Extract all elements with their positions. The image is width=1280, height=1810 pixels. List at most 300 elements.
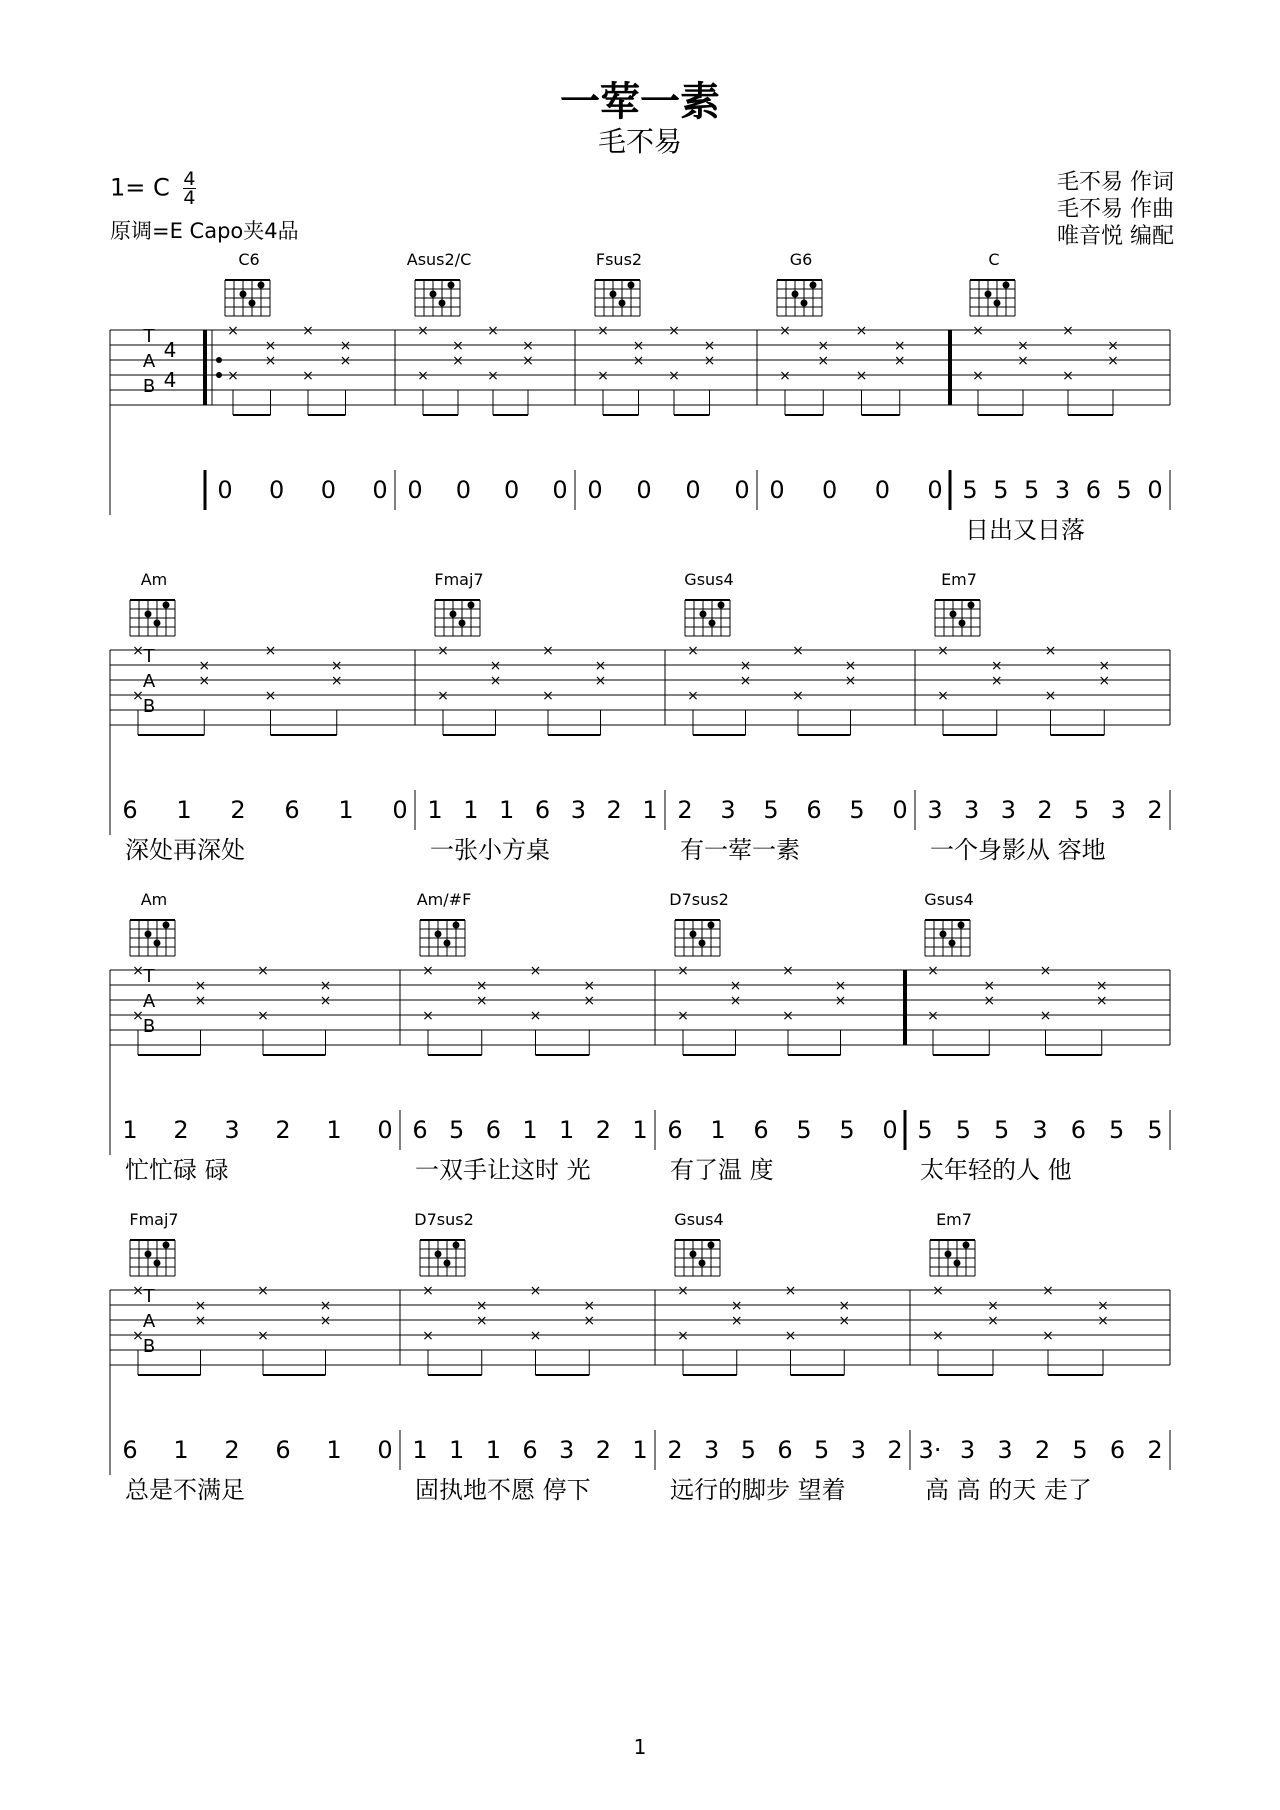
- chord-name: Fmaj7: [434, 570, 484, 589]
- numbered-note: 1: [326, 1436, 342, 1464]
- tab-mark: ×: [927, 963, 939, 979]
- numbered-note: 2: [1034, 1436, 1051, 1464]
- tab-mark: ×: [779, 368, 791, 384]
- tab-mark: ×: [264, 688, 277, 704]
- numbered-note: 5: [955, 1116, 971, 1144]
- chord-name: Gsus4: [674, 1210, 724, 1229]
- numbered-note: 0: [372, 476, 388, 504]
- numbered-note: 0: [217, 476, 233, 504]
- tab-mark: ×: [542, 643, 554, 659]
- lyric-line: 总是不满足: [125, 1476, 245, 1504]
- numbered-note: 0: [552, 476, 568, 504]
- tab-mark: ×: [583, 1298, 596, 1314]
- chord-finger-dot: [994, 300, 1001, 307]
- tab-mark: ×: [437, 643, 449, 659]
- repeat-dot: [216, 357, 222, 363]
- tab-time-top: 4: [163, 338, 177, 362]
- tab-mark: ×: [198, 658, 211, 674]
- tab-mark: ×: [1039, 963, 1052, 979]
- numbered-note: 5: [993, 476, 1009, 504]
- chord-name: G6: [789, 250, 813, 269]
- numbered-note: 6: [284, 796, 300, 824]
- tab-mark: ×: [422, 963, 434, 979]
- chord-finger-dot: [249, 300, 256, 307]
- numbered-note: 2: [1147, 796, 1163, 824]
- numbered-note: 0: [320, 476, 336, 504]
- numbered-note: 0: [892, 796, 908, 824]
- tab-mark: ×: [668, 368, 680, 384]
- tab-mark: ×: [417, 323, 429, 339]
- numbered-note: 1: [499, 796, 515, 824]
- chord-name: D7sus2: [414, 1210, 474, 1229]
- numbered-note: 6: [667, 1116, 683, 1144]
- tab-mark: ×: [677, 1008, 689, 1024]
- numbered-note: 6: [275, 1436, 291, 1464]
- chord-name: Am/#F: [416, 890, 472, 909]
- numbered-note: 3: [1032, 1116, 1048, 1144]
- chord-finger-dot: [940, 931, 947, 938]
- chord-finger-dot: [810, 282, 817, 289]
- chord-finger-dot: [453, 1242, 460, 1249]
- numbered-note: 5: [1074, 796, 1090, 824]
- numbered-note: 0: [587, 476, 603, 504]
- tab-mark: ×: [529, 1328, 542, 1344]
- chord-finger-dot: [435, 1251, 442, 1258]
- numbered-note: 0: [377, 1116, 393, 1144]
- chord-finger-dot: [610, 291, 617, 298]
- chord-finger-dot: [792, 291, 799, 298]
- tab-mark: ×: [452, 353, 464, 369]
- chord-finger-dot: [801, 300, 808, 307]
- chord-finger-dot: [240, 291, 247, 298]
- tab-mark: ×: [339, 353, 352, 369]
- chord-name: Em7: [941, 570, 977, 589]
- tab-mark: ×: [1039, 1008, 1052, 1024]
- tab-mark: ×: [677, 1328, 689, 1344]
- tab-mark: ×: [522, 353, 534, 369]
- tab-mark: ×: [522, 338, 534, 354]
- numbered-note: 0: [377, 1436, 393, 1464]
- tab-mark: ×: [893, 353, 906, 369]
- numbered-note: 1: [559, 1116, 575, 1144]
- chord-finger-dot: [959, 620, 966, 627]
- numbered-note: 2: [275, 1116, 291, 1144]
- tab-mark: ×: [668, 323, 680, 339]
- tab-mark: ×: [779, 323, 791, 339]
- tab-mark: ×: [1062, 323, 1074, 339]
- numbered-note: 6: [122, 1436, 138, 1464]
- chord-finger-dot: [945, 1251, 952, 1258]
- tab-clef-letter: T: [143, 646, 155, 667]
- tab-clef-letter: B: [142, 696, 156, 717]
- numbered-note: 2: [1147, 1436, 1163, 1464]
- tab-mark: ×: [703, 338, 716, 354]
- numbered-note: 2: [887, 1436, 903, 1464]
- numbered-note: 1: [122, 1116, 138, 1144]
- numbered-note: 0: [1147, 476, 1163, 504]
- repeat-dot: [216, 372, 222, 378]
- numbered-note: 1: [176, 796, 192, 824]
- tab-clef-letter: T: [143, 326, 155, 347]
- chord-finger-dot: [949, 940, 956, 947]
- tab-clef-letter: A: [142, 1311, 156, 1332]
- numbered-note: 2: [677, 796, 693, 824]
- tab-mark: ×: [422, 1008, 434, 1024]
- numbered-note: 6: [777, 1436, 793, 1464]
- tab-mark: ×: [542, 688, 554, 704]
- tab-clef-letter: A: [142, 351, 156, 372]
- numbered-note: 1: [449, 1436, 465, 1464]
- tab-mark: ×: [132, 1283, 144, 1299]
- lyric-line: 固执地不愿 停下: [415, 1476, 591, 1504]
- chord-finger-dot: [453, 922, 460, 929]
- tab-mark: ×: [937, 643, 949, 659]
- numbered-note: 2: [173, 1116, 189, 1144]
- numbered-note: 3: [720, 796, 736, 824]
- tab-mark: ×: [529, 1283, 542, 1299]
- chord-name: Em7: [936, 1210, 972, 1229]
- chord-finger-dot: [700, 611, 707, 618]
- numbered-note: 1: [632, 1116, 648, 1144]
- chord-finger-dot: [258, 282, 265, 289]
- tab-mark: ×: [594, 673, 607, 689]
- chord-finger-dot: [430, 291, 437, 298]
- tab-mark: ×: [632, 338, 645, 354]
- chord-name: Gsus4: [684, 570, 734, 589]
- chord-finger-dot: [958, 922, 965, 929]
- chord-name: C6: [238, 250, 260, 269]
- numbered-note: 5: [849, 796, 865, 824]
- chord-finger-dot: [690, 1251, 697, 1258]
- tab-mark: ×: [339, 338, 352, 354]
- numbered-note: 0: [822, 476, 838, 504]
- chord-finger-dot: [718, 602, 725, 609]
- tab-mark: ×: [1017, 338, 1029, 354]
- numbered-note: 2: [595, 1436, 611, 1464]
- tab-mark: ×: [838, 1298, 851, 1314]
- chord-finger-dot: [985, 291, 992, 298]
- tab-mark: ×: [302, 323, 314, 339]
- tab-mark: ×: [990, 673, 1003, 689]
- tab-mark: ×: [782, 963, 794, 979]
- tab-mark: ×: [983, 993, 996, 1009]
- tab-mark: ×: [475, 993, 488, 1009]
- numbered-note: 5: [1147, 1116, 1163, 1144]
- tab-mark: ×: [784, 1283, 797, 1299]
- numbered-note: 1: [632, 1436, 648, 1464]
- chord-finger-dot: [963, 1242, 970, 1249]
- tab-mark: ×: [739, 673, 752, 689]
- numbered-note: 3: [559, 1436, 575, 1464]
- tab-mark: ×: [302, 368, 314, 384]
- tab-mark: ×: [132, 688, 144, 704]
- page-number: 1: [633, 1735, 647, 1759]
- tab-mark: ×: [990, 658, 1003, 674]
- tab-mark: ×: [677, 963, 689, 979]
- tab-mark: ×: [844, 673, 857, 689]
- lyric-line: 太年轻的人 他: [920, 1156, 1072, 1184]
- tab-mark: ×: [844, 658, 857, 674]
- chord-finger-dot: [968, 602, 975, 609]
- tab-mark: ×: [729, 978, 742, 994]
- tab-mark: ×: [1042, 1283, 1054, 1299]
- tab-mark: ×: [194, 1313, 207, 1329]
- chord-finger-dot: [1003, 282, 1010, 289]
- numbered-note: 1: [485, 1436, 501, 1464]
- tab-mark: ×: [597, 368, 609, 384]
- chord-finger-dot: [145, 611, 152, 618]
- chord-finger-dot: [708, 1242, 715, 1249]
- chord-finger-dot: [163, 1242, 170, 1249]
- tab-mark: ×: [782, 1008, 794, 1024]
- tab-mark: ×: [932, 1328, 944, 1344]
- chord-finger-dot: [163, 922, 170, 929]
- numbered-note: 0: [927, 476, 943, 504]
- numbered-note: 6: [753, 1116, 769, 1144]
- numbered-note: 3: [704, 1436, 720, 1464]
- chord-finger-dot: [699, 940, 706, 947]
- tab-mark: ×: [487, 323, 499, 339]
- numbered-note: 2: [606, 796, 622, 824]
- numbered-note: 5: [763, 796, 779, 824]
- tab-mark: ×: [319, 1313, 332, 1329]
- lyric-line: 远行的脚步 望着: [670, 1476, 846, 1504]
- chord-finger-dot: [444, 1260, 451, 1267]
- tab-mark: ×: [972, 323, 984, 339]
- chord-finger-dot: [709, 620, 716, 627]
- numbered-note: 2: [230, 796, 246, 824]
- chord-finger-dot: [459, 620, 466, 627]
- numbered-note: 5: [1072, 1436, 1088, 1464]
- tab-mark: ×: [594, 658, 607, 674]
- lyric-line: 深处再深处: [125, 836, 245, 864]
- lyric-line: 忙忙碌 碌: [125, 1156, 229, 1184]
- numbered-note: 3: [959, 1436, 976, 1464]
- tab-mark: ×: [1097, 1298, 1109, 1314]
- tab-mark: ×: [677, 1283, 689, 1299]
- chord-finger-dot: [154, 620, 161, 627]
- tab-mark: ×: [319, 993, 332, 1009]
- tab-mark: ×: [730, 1298, 743, 1314]
- numbered-note: 6: [412, 1116, 428, 1144]
- tab-mark: ×: [437, 688, 449, 704]
- numbered-note: 1: [710, 1116, 726, 1144]
- tab-mark: ×: [132, 643, 144, 659]
- tab-mark: ×: [132, 1328, 144, 1344]
- tab-mark: ×: [987, 1313, 999, 1329]
- numbered-note: 0: [407, 476, 423, 504]
- lyric-line: 一张小方桌: [430, 836, 550, 864]
- tab-mark: ×: [817, 353, 830, 369]
- tab-mark: ×: [729, 993, 742, 1009]
- chord-name: Fmaj7: [129, 1210, 179, 1229]
- numbered-note: 3: [927, 796, 943, 824]
- numbered-note: 5: [796, 1116, 812, 1144]
- tab-mark: ×: [1062, 368, 1074, 384]
- song-artist: 毛不易: [597, 125, 682, 158]
- tab-mark: ×: [198, 673, 211, 689]
- chord-finger-dot: [699, 1260, 706, 1267]
- chord-finger-dot: [619, 300, 626, 307]
- tab-mark: ×: [1044, 643, 1057, 659]
- tab-mark: ×: [475, 1313, 488, 1329]
- numbered-note: 2: [667, 1436, 683, 1464]
- tab-mark: ×: [475, 1298, 488, 1314]
- chord-finger-dot: [690, 931, 697, 938]
- numbered-note: 3: [570, 796, 586, 824]
- numbered-note: 2: [1037, 796, 1053, 824]
- credit-lyricist: 毛不易 作词: [1057, 170, 1174, 195]
- numbered-note: 6: [1070, 1116, 1086, 1144]
- chord-finger-dot: [145, 1251, 152, 1258]
- numbered-note: 6: [1085, 476, 1101, 504]
- numbered-note: 2: [224, 1436, 240, 1464]
- tab-mark: ×: [784, 1328, 797, 1344]
- numbered-note: 0: [882, 1116, 898, 1144]
- tab-mark: ×: [529, 1008, 542, 1024]
- tab-clef-letter: B: [142, 1016, 156, 1037]
- numbered-note: 6: [534, 796, 551, 824]
- tab-mark: ×: [264, 353, 277, 369]
- lyric-line: 有一荤一素: [680, 836, 800, 864]
- tab-clef-letter: A: [142, 991, 156, 1012]
- tab-mark: ×: [132, 963, 144, 979]
- numbered-note: 3: [224, 1116, 240, 1144]
- tab-mark: ×: [1044, 688, 1057, 704]
- tab-mark: ×: [330, 673, 343, 689]
- tab-mark: ×: [687, 688, 699, 704]
- numbered-note: 3·: [918, 1436, 942, 1464]
- numbered-note: 5: [917, 1116, 933, 1144]
- tab-mark: ×: [422, 1283, 434, 1299]
- tab-mark: ×: [855, 368, 868, 384]
- numbered-note: 1: [427, 796, 443, 824]
- chord-name: C: [988, 250, 1000, 269]
- chord-name: Am: [140, 570, 168, 589]
- numbered-note: 0: [769, 476, 785, 504]
- tab-mark: ×: [987, 1298, 999, 1314]
- tab-mark: ×: [1095, 993, 1108, 1009]
- chord-finger-dot: [154, 1260, 161, 1267]
- numbered-note: 0: [504, 476, 520, 504]
- tab-mark: ×: [452, 338, 464, 354]
- lyric-line: 高 高 的天 走了: [925, 1476, 1092, 1504]
- numbered-note: 1: [338, 796, 354, 824]
- tab-mark: ×: [583, 978, 596, 994]
- tab-mark: ×: [529, 963, 542, 979]
- chord-finger-dot: [954, 1260, 961, 1267]
- tab-mark: ×: [257, 1283, 269, 1299]
- tab-mark: ×: [422, 1328, 434, 1344]
- numbered-note: 1: [412, 1436, 428, 1464]
- numbered-note: 1: [642, 796, 658, 824]
- tab-mark: ×: [937, 688, 949, 704]
- chord-finger-dot: [950, 611, 957, 618]
- tab-mark: ×: [597, 323, 609, 339]
- numbered-note: 1: [173, 1436, 189, 1464]
- time-signature-top: 4: [183, 168, 196, 190]
- tab-mark: ×: [792, 688, 804, 704]
- lyric-line: 日出又日落: [965, 516, 1085, 544]
- tab-mark: ×: [1097, 1313, 1109, 1329]
- chord-finger-dot: [145, 931, 152, 938]
- numbered-note: 5: [962, 476, 978, 504]
- tab-mark: ×: [330, 658, 343, 674]
- chord-finger-dot: [435, 931, 442, 938]
- tab-mark: ×: [264, 338, 277, 354]
- numbered-note: 0: [636, 476, 652, 504]
- tab-clef-letter: A: [142, 671, 156, 692]
- tab-mark: ×: [838, 1313, 851, 1329]
- tab-mark: ×: [227, 368, 239, 384]
- tab-mark: ×: [1095, 978, 1108, 994]
- tab-mark: ×: [855, 323, 868, 339]
- numbered-note: 1: [326, 1116, 342, 1144]
- chord-finger-dot: [450, 611, 457, 618]
- numbered-note: 5: [1116, 476, 1132, 504]
- tab-mark: ×: [583, 993, 596, 1009]
- lyric-line: 有了温 度: [670, 1156, 774, 1184]
- numbered-note: 6: [522, 1436, 538, 1464]
- numbered-note: 5: [839, 1116, 855, 1144]
- tab-mark: ×: [1017, 353, 1029, 369]
- lyric-line: 一个身影从 容地: [930, 836, 1106, 864]
- tab-mark: ×: [687, 643, 699, 659]
- tab-mark: ×: [257, 963, 269, 979]
- tab-mark: ×: [893, 338, 906, 354]
- numbered-note: 3: [1110, 796, 1126, 824]
- tab-clef-letter: B: [142, 376, 156, 397]
- numbered-note: 0: [455, 476, 471, 504]
- numbered-note: 0: [392, 796, 408, 824]
- chord-name: D7sus2: [669, 890, 729, 909]
- tab-mark: ×: [489, 673, 502, 689]
- tab-mark: ×: [489, 658, 502, 674]
- tab-mark: ×: [817, 338, 830, 354]
- tab-mark: ×: [1098, 673, 1111, 689]
- chord-name: Asus2/C: [406, 250, 472, 269]
- chord-name: Am: [140, 890, 168, 909]
- tab-mark: ×: [1098, 658, 1111, 674]
- numbered-note: 6: [485, 1116, 501, 1144]
- numbered-note: 0: [685, 476, 701, 504]
- numbered-note: 3: [997, 1436, 1013, 1464]
- chord-name: Gsus4: [924, 890, 974, 909]
- tab-mark: ×: [487, 368, 499, 384]
- lyric-line: 一双手让这时 光: [415, 1156, 591, 1184]
- tab-mark: ×: [1107, 353, 1119, 369]
- numbered-note: 6: [806, 796, 822, 824]
- tab-clef-letter: B: [142, 1336, 156, 1357]
- numbered-note: 0: [269, 476, 285, 504]
- tab-mark: ×: [417, 368, 429, 384]
- tab-mark: ×: [932, 1283, 944, 1299]
- tab-mark: ×: [703, 353, 716, 369]
- original-key: 原调=E Capo夹4品: [110, 219, 299, 243]
- tab-mark: ×: [834, 993, 847, 1009]
- numbered-note: 5: [1024, 476, 1040, 504]
- chord-finger-dot: [468, 602, 475, 609]
- tab-mark: ×: [792, 643, 804, 659]
- song-title: 一荤一素: [560, 79, 720, 125]
- numbered-note: 1: [522, 1116, 538, 1144]
- chord-name: Fsus2: [595, 250, 643, 269]
- numbered-note: 5: [449, 1116, 465, 1144]
- tab-mark: ×: [194, 978, 207, 994]
- numbered-note: 2: [595, 1116, 611, 1144]
- chord-finger-dot: [163, 602, 170, 609]
- tab-mark: ×: [194, 1298, 207, 1314]
